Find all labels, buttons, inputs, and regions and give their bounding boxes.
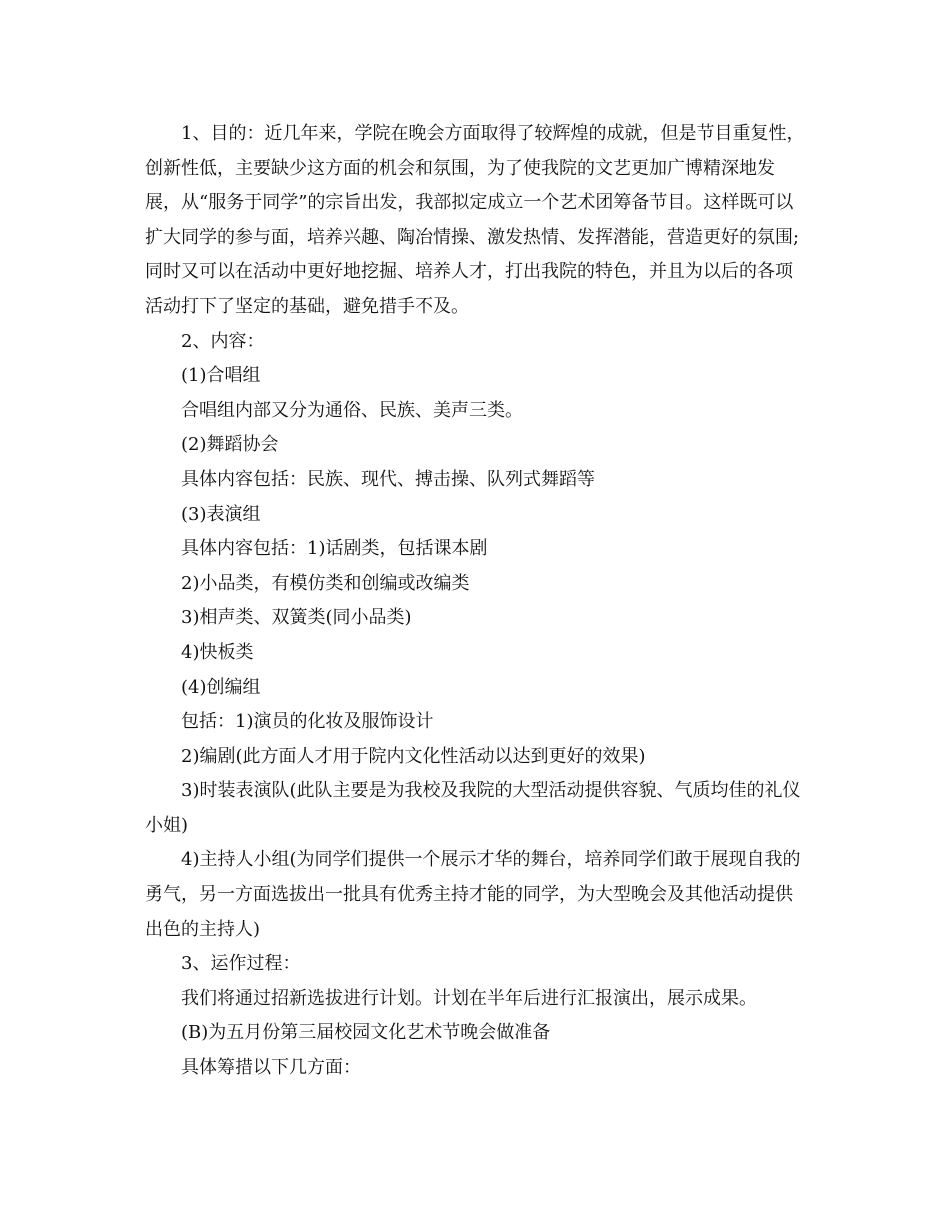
performance-kuaiban: 4)快板类 bbox=[181, 641, 254, 663]
choir-group-description: 合唱组内部又分为通俗、民族、美声三类。 bbox=[181, 399, 523, 421]
dance-association-description: 具体内容包括：民族、现代、搏击操、队列式舞蹈等 bbox=[181, 468, 595, 490]
creative-fashion-show-team: 3)时装表演队(此队主要是为我校及我院的大型活动提供容貌、气质均佳的礼仪小姐) bbox=[145, 780, 801, 836]
operation-plan: 我们将通过招新选拔进行计划。计划在半年后进行汇报演出，展示成果。 bbox=[181, 987, 757, 1009]
creative-host-group: 4)主持人小组(为同学们提供一个展示才华的舞台，培养同学们敢于展现自我的勇气，另一方面选拔出一批具有优秀主持才能的同学，为大型晚会及其他活动提供出色的主持人) bbox=[145, 849, 801, 940]
item-dance-association: (2)舞蹈协会 bbox=[181, 434, 279, 456]
item-choir-group: (1)合唱组 bbox=[181, 365, 261, 387]
heading-content: 2、内容： bbox=[181, 330, 265, 352]
creative-screenwriting: 2)编剧(此方面人才用于院内文化性活动以达到更好的效果) bbox=[181, 745, 646, 767]
paragraph-purpose: 1、目的：近几年来，学院在晚会方面取得了较辉煌的成就，但是节目重复性，创新性低，主要缺少这方面的机会和氛围，为了使我院的文艺更加广博精深地发展，从“服务于同学”的宗旨出发，我部拟定成立一个艺术团筹备节目。这样既可以扩大同学的参与面，培养兴趣、陶冶情操、激发热情、发挥潜能，营造更好的氛围;同时又可以在活动中更好地挖掘、培养人才，打出我院的特色，并且为以后的各项活动打下了坚定的基础，避免措手不及。 bbox=[145, 123, 805, 317]
performance-sketch: 2)小品类，有模仿类和创编或改编类 bbox=[181, 572, 470, 594]
item-festival-preparation: (B)为五月份第三届校园文化艺术节晚会做准备 bbox=[181, 1022, 551, 1044]
item-creative-group: (4)创编组 bbox=[181, 676, 261, 698]
heading-operation-process: 3、运作过程： bbox=[181, 953, 301, 975]
item-performance-group: (3)表演组 bbox=[181, 503, 261, 525]
document-body bbox=[145, 117, 807, 1086]
performance-drama: 具体内容包括：1)话剧类，包括课本剧 bbox=[181, 538, 488, 560]
preparation-aspects: 具体筹措以下几方面： bbox=[181, 1057, 361, 1079]
creative-makeup-costume: 包括：1)演员的化妆及服饰设计 bbox=[181, 711, 434, 733]
performance-crosstalk: 3)相声类、双簧类(同小品类) bbox=[181, 607, 412, 629]
